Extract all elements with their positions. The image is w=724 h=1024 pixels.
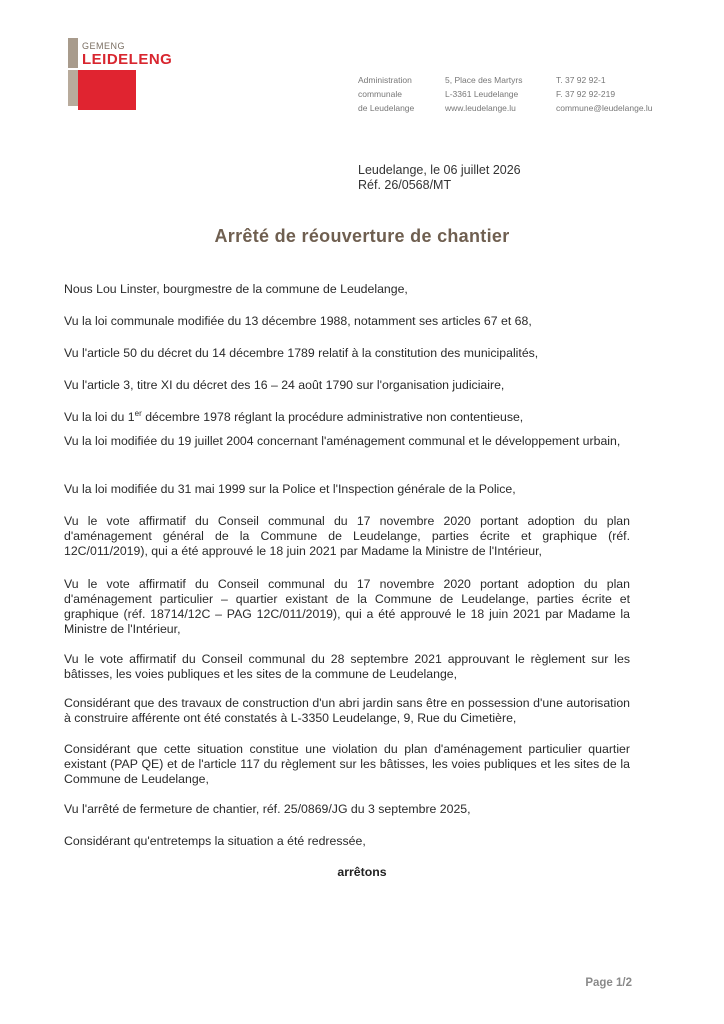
header-address-line: L-3361 Leudelange (445, 89, 519, 99)
reference-line: Réf. 26/0568/MT (358, 178, 452, 192)
paragraph-arrete-fermeture: Vu l'arrêté de fermeture de chantier, réf. 25/0869/JG du 3 septembre 2025, (64, 802, 471, 816)
paragraph-mayor: Nous Lou Linster, bourgmestre de la commune de Leudelange, (64, 282, 408, 296)
paragraph-travaux: Considérant que des travaux de construction d'un abri jardin sans être en possession d'une autorisation à construire afférente ont été constatés à L-3350 Leudelange, 9, Rue du Cimetière, (64, 696, 630, 725)
paragraph-pap-vote: Vu le vote affirmatif du Conseil communal du 17 novembre 2020 portant adoption du plan d'aménagement particulier – quartier existant de la Commune de Leudelange, parties écrite et graphique (réf. 18714/12C – PAG 12C/011/2019), qui a été approuvé le 18 juin 2021 par Madame la Ministre de l'Intérieur, (64, 577, 630, 636)
header-email: commune@leudelange.lu (556, 103, 653, 113)
paragraph-redressee: Considérant qu'entretemps la situation a été redressée, (64, 834, 366, 848)
paragraph-loi-1978 (64, 410, 630, 425)
logo-text-gemeng: GEMENG (82, 41, 126, 51)
header-website: www.leudelange.lu (445, 103, 516, 113)
header-phone: T. 37 92 92-1 (556, 75, 606, 85)
paragraph-loi-1999: Vu la loi modifiée du 31 mai 1999 sur la Police et l'Inspection générale de la Police, (64, 482, 516, 496)
paragraph-decret-1790: Vu l'article 3, titre XI du décret des 16 – 24 août 1790 sur l'organisation judiciaire, (64, 378, 505, 392)
paragraph-loi-communale: Vu la loi communale modifiée du 13 décembre 1988, notamment ses articles 67 et 68, (64, 314, 532, 328)
paragraph-loi-1978-pre: Vu la loi du 1 (64, 410, 135, 424)
header-address (445, 73, 522, 115)
paragraph-loi-2004: Vu la loi modifiée du 19 juillet 2004 concernant l'aménagement communal et le développement urbain, (64, 434, 621, 448)
date-line: Leudelange, le 06 juillet 2026 (358, 163, 521, 177)
header-administration (358, 73, 414, 115)
header-address-line: 5, Place des Martyrs (445, 75, 523, 85)
decision-heading: arrêtons (337, 865, 387, 879)
paragraph-decret-1789: Vu l'article 50 du décret du 14 décembre 1789 relatif à la constitution des municipalités, (64, 346, 539, 360)
header-contact (556, 73, 653, 115)
header-admin-line: Administration (358, 75, 412, 85)
paragraph-reglement-batisses: Vu le vote affirmatif du Conseil communal du 28 septembre 2021 approuvant le règlement sur les bâtisses, les voies publiques et les sites de la commune de Leudelange, (64, 652, 630, 681)
header-admin-line: communale (358, 89, 402, 99)
paragraph-pag-vote: Vu le vote affirmatif du Conseil communal du 17 novembre 2020 portant adoption du plan d'aménagement général de la Commune de Leudelange, parties écrite et graphique (réf. 12C/011/2019), qui a été approuvé le 18 juin 2021 par Madame la Ministre de l'Intérieur, (64, 514, 630, 558)
document-title: Arrêté de réouverture de chantier (214, 226, 510, 246)
page-number: Page 1/2 (585, 977, 632, 989)
date-reference-block (358, 163, 521, 193)
paragraph-violation: Considérant que cette situation constitue une violation du plan d'aménagement particulier quartier existant (PAP QE) et de l'article 117 du règlement sur les bâtisses, les voies publiques et les sites de la Commune de Leudelange, (64, 742, 630, 786)
header-admin-line: de Leudelange (358, 103, 415, 113)
ordinal-superscript: er (134, 408, 142, 418)
header-fax: F. 37 92 92-219 (556, 89, 616, 99)
paragraph-loi-1978-post: décembre 1978 réglant la procédure administrative non contentieuse, (141, 410, 524, 424)
logo-text-leideleng: LEIDELENG (82, 51, 173, 68)
commune-logo (68, 38, 198, 110)
